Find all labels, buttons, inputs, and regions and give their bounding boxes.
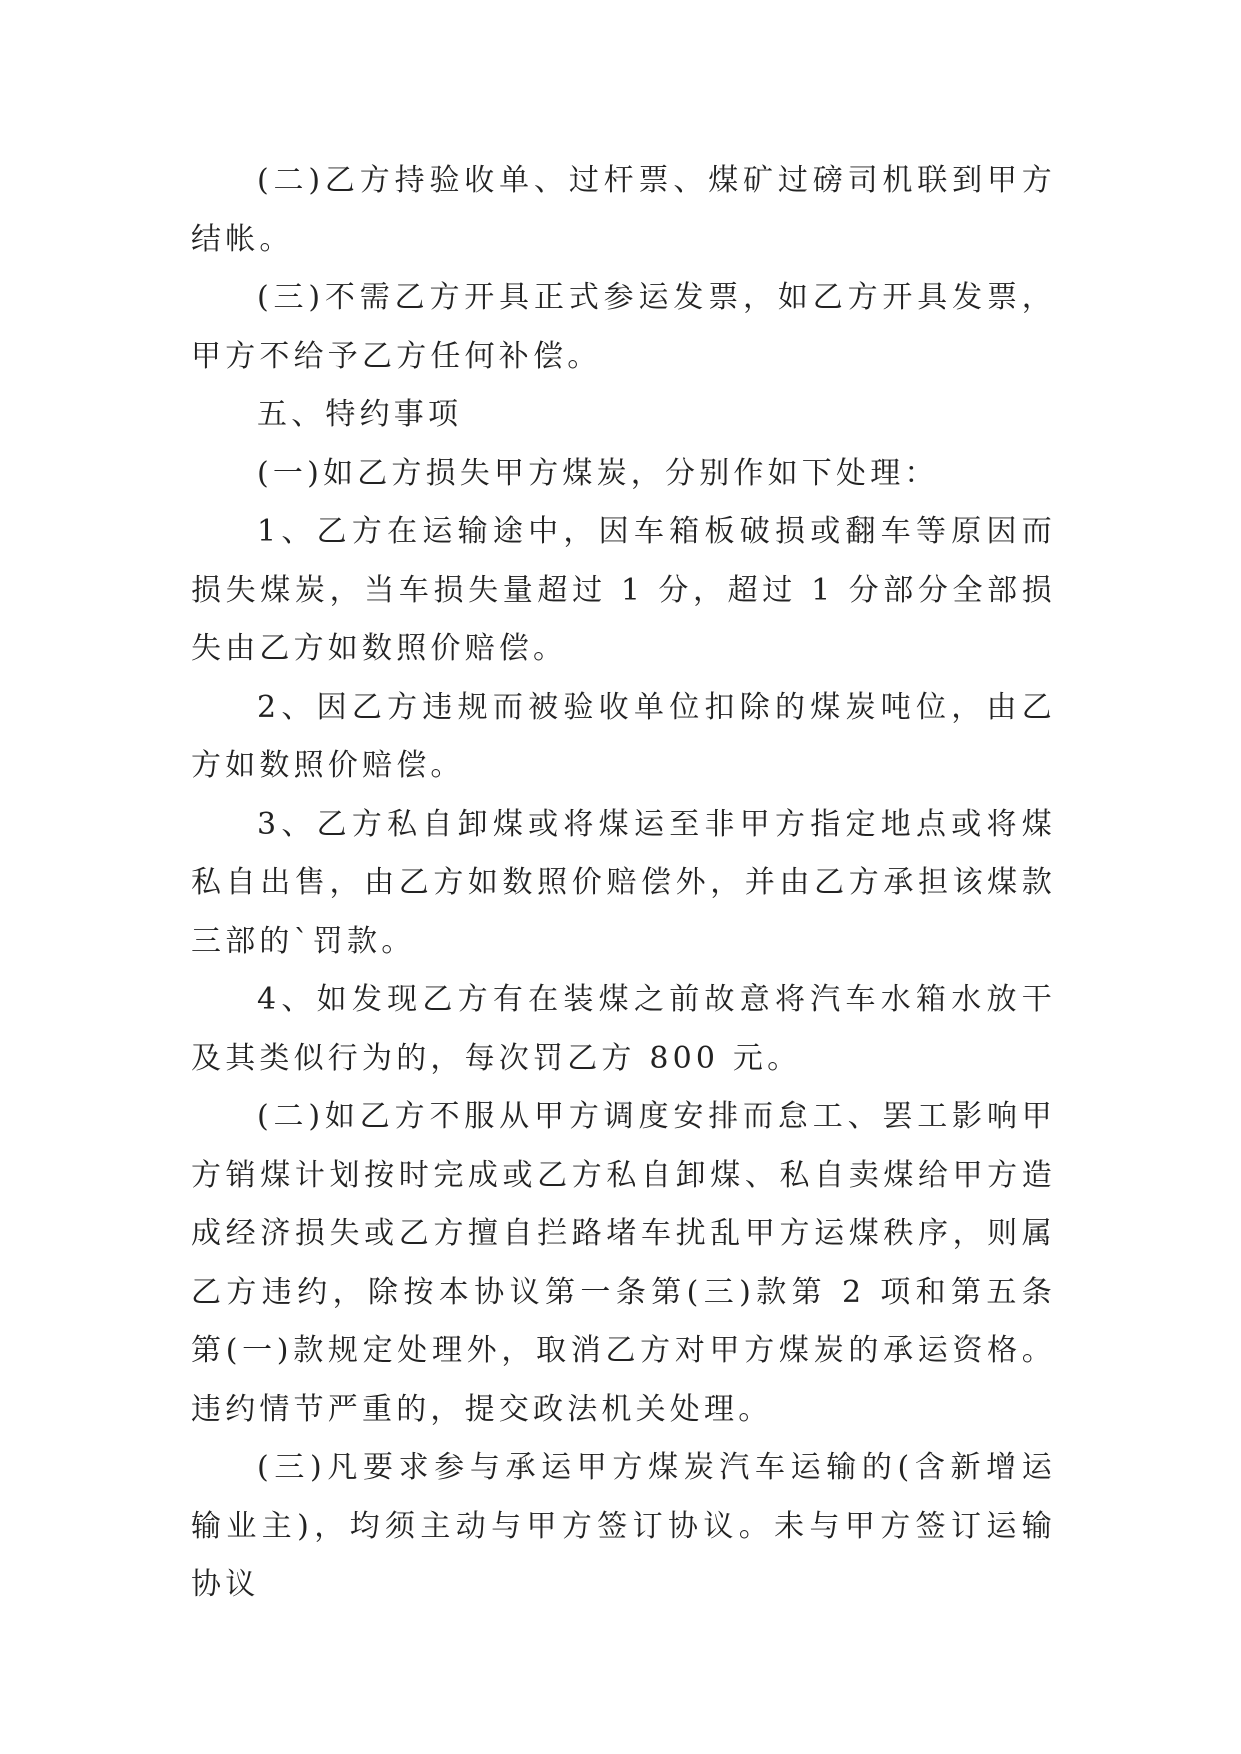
paragraph-coal-loss-intro: (一)如乙方损失甲方煤炭，分别作如下处理： [257,455,939,491]
section-heading-special-terms: 五、特约事项 [257,397,463,432]
paragraph-item-4: 4、如发现乙方有在装煤之前故意将汽车水箱水放干及其类似行为的，每次罚乙方 800 元。 [191,982,1056,1076]
paragraph-settlement: (二)乙方持验收单、过杆票、煤矿过磅司机联到甲方结帐。 [191,163,1056,257]
paragraph-agreement-requirement: (三)凡要求参与承运甲方煤炭汽车运输的(含新增运输业主)，均须主动与甲方签订协议。未与甲方签订运输协议 [191,1450,1056,1602]
paragraph-item-3: 3、乙方私自卸煤或将煤运至非甲方指定地点或将煤私自出售，由乙方如数照价赔偿外，并由乙方承担该煤款三部的`罚款。 [191,806,1056,959]
paragraph-breach: (二)如乙方不服从甲方调度安排而怠工、罢工影响甲方销煤计划按时完成或乙方私自卸煤、私自卖煤给甲方造成经济损失或乙方擅自拦路堵车扰乱甲方运煤秩序，则属乙方违约，除按本协议第一条第(三)款第 2 项和第五条第(一)款规定处理外，取消乙方对甲方煤炭的承运资格。违约情节严重的，提交政法机关处理。 [191,1099,1056,1427]
paragraph-item-2: 2、因乙方违规而被验收单位扣除的煤炭吨位，由乙方如数照价赔偿。 [191,689,1056,783]
document-body [191,152,1056,1615]
paragraph-item-1: 1、乙方在运输途中，因车箱板破损或翻车等原因而损失煤炭，当车损失量超过 1 分，超过 1 分部分全部损失由乙方如数照价赔偿。 [191,514,1056,666]
paragraph-invoice: (三)不需乙方开具正式参运发票，如乙方开具发票，甲方不给予乙方任何补偿。 [191,280,1056,374]
